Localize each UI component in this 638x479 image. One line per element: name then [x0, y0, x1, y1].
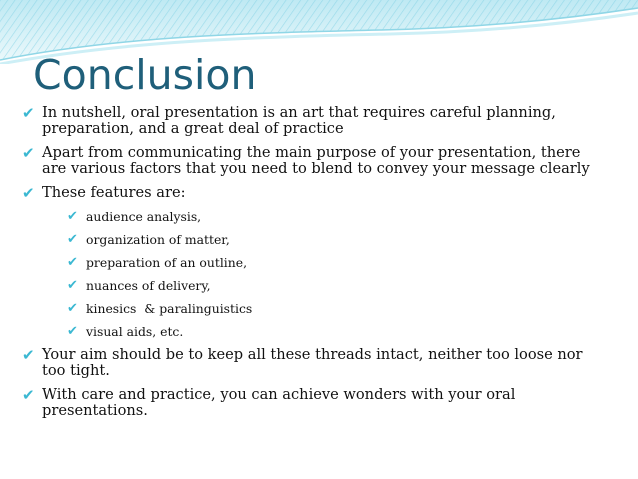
sub-bullet-text: organization of matter,	[86, 232, 230, 247]
check-bullet-icon: ✔	[67, 301, 78, 316]
sub-bullet-item	[0, 209, 600, 225]
sub-bullet-text: visual aids, etc.	[86, 324, 184, 339]
slide-title: Conclusion	[33, 51, 257, 99]
check-bullet-icon: ✔	[67, 278, 78, 293]
bullet-text: These features are:	[42, 184, 186, 201]
sub-bullet-text: nuances of delivery,	[86, 278, 211, 293]
bullet-item	[0, 387, 600, 419]
check-bullet-icon: ✔	[22, 184, 35, 202]
sub-bullet-item	[0, 278, 600, 294]
bullet-text: Your aim should be to keep all these threads intact, neither too loose nor too tight.	[42, 346, 583, 379]
bullet-text: In nutshell, oral presentation is an art that requires careful planning, preparation, and a great deal of practice	[42, 104, 556, 137]
bullet-item	[0, 105, 600, 137]
check-bullet-icon: ✔	[67, 255, 78, 270]
sub-bullet-text: audience analysis,	[86, 209, 202, 224]
check-bullet-icon: ✔	[22, 144, 35, 162]
check-bullet-icon: ✔	[22, 386, 35, 404]
sub-bullet-item	[0, 301, 600, 317]
check-bullet-icon: ✔	[22, 346, 35, 364]
sub-bullet-item	[0, 255, 600, 271]
sub-bullet-item	[0, 324, 600, 340]
check-bullet-icon: ✔	[67, 209, 78, 224]
bullet-list	[0, 105, 600, 427]
bullet-item	[0, 185, 600, 201]
bullet-item	[0, 145, 600, 177]
sub-bullet-text: kinesics & paralinguistics	[86, 301, 253, 316]
bullet-item	[0, 347, 600, 379]
bullet-text: With care and practice, you can achieve wonders with your oral presentations.	[42, 386, 516, 419]
check-bullet-icon: ✔	[67, 324, 78, 339]
check-bullet-icon: ✔	[67, 232, 78, 247]
sub-bullet-text: preparation of an outline,	[86, 255, 248, 270]
bullet-text: Apart from communicating the main purpose of your presentation, there are various factors that you need to blend to convey your message clearly	[42, 144, 590, 177]
sub-bullet-item	[0, 232, 600, 248]
check-bullet-icon: ✔	[22, 104, 35, 122]
